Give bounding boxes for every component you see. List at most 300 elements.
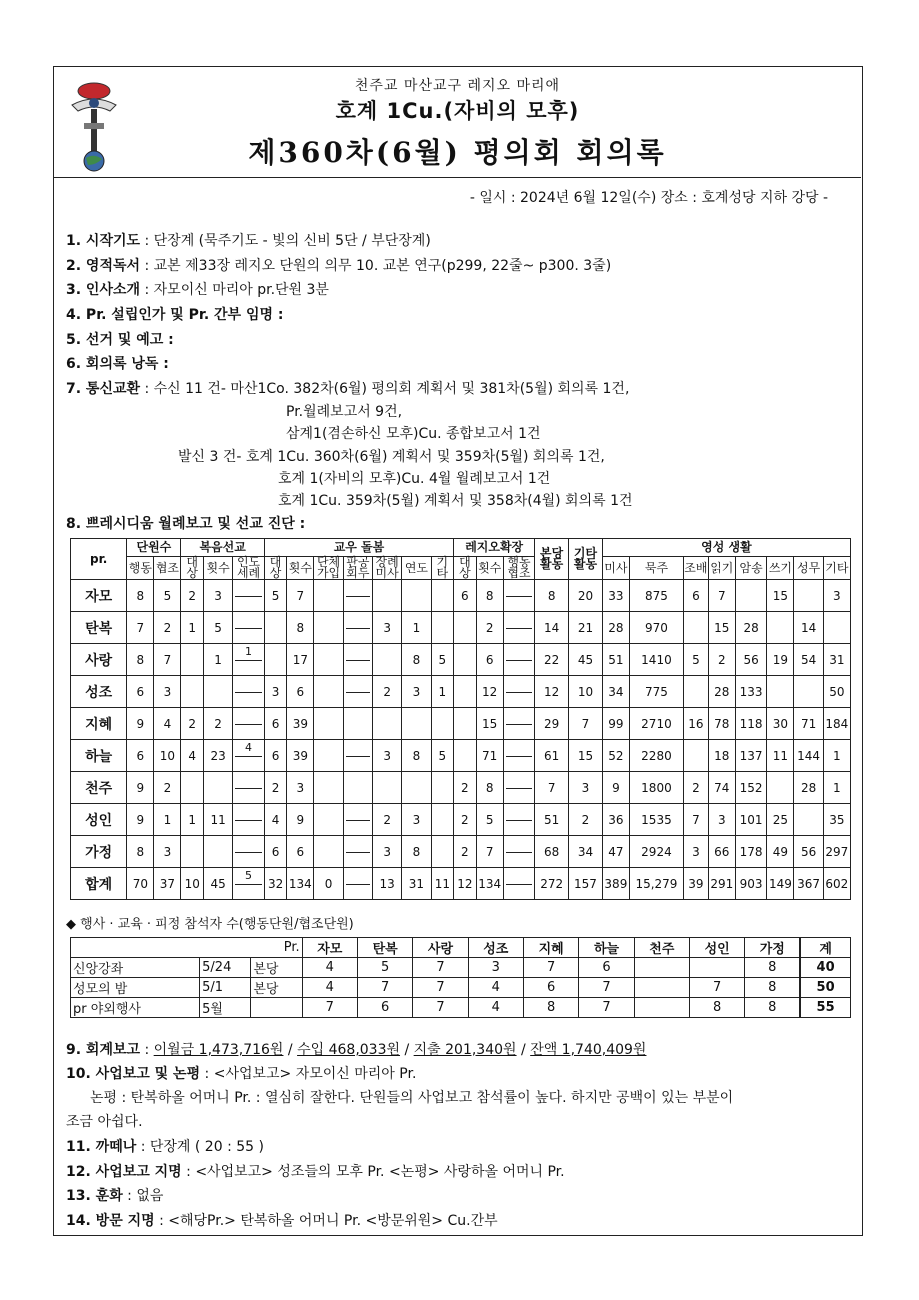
table-cell	[233, 836, 265, 868]
table-cell	[372, 644, 401, 676]
table-cell: 2	[454, 836, 477, 868]
table-cell: 133	[735, 676, 767, 708]
item-2: 2. 영적독서 : 교본 제33장 레지오 단원의 의무 10. 교본 연구(p299, 22줄~ p300. 3줄)	[66, 258, 612, 274]
table-cell	[454, 644, 477, 676]
table-cell: 28	[794, 772, 823, 804]
table-cell: 12	[454, 868, 477, 900]
table-cell	[314, 676, 343, 708]
meeting-date-place: - 일시 : 2024년 6월 12일(수) 장소 : 호계성당 지하 강당 -	[469, 190, 828, 206]
table-cell: 144	[794, 740, 823, 772]
table-row	[71, 836, 851, 868]
table-cell: 54	[794, 644, 823, 676]
table-cell: 9	[602, 772, 629, 804]
table-cell: 3	[402, 676, 431, 708]
table-cell	[233, 772, 265, 804]
group-evangelization: 복음선교	[181, 539, 264, 557]
subheader-cell: 기타	[431, 557, 454, 580]
table-cell: 14	[535, 612, 569, 644]
event-count: 6	[523, 978, 578, 998]
row-name: 탄복	[71, 612, 127, 644]
events-col: 자모	[302, 938, 357, 958]
table-row	[71, 740, 851, 772]
event-count: 8	[690, 998, 745, 1018]
table-cell: 2	[372, 676, 401, 708]
item-12: 12. 사업보고 지명 : <사업보고> 성조들의 모후 Pr. <논평> 사랑하올 어머니 Pr.	[66, 1164, 565, 1180]
table-cell	[264, 612, 287, 644]
subheader-cell: 성무	[794, 557, 823, 580]
table-cell	[794, 580, 823, 612]
event-count: 7	[523, 958, 578, 978]
table-cell	[233, 644, 265, 676]
table-cell: 6	[684, 580, 709, 612]
table-cell	[372, 772, 401, 804]
event-name: 성모의 밤	[71, 978, 200, 998]
report-body	[71, 580, 851, 900]
table-cell: 7	[476, 836, 503, 868]
table-cell: 25	[767, 804, 794, 836]
item-7: 7. 통신교환 : 수신 11 건- 마산1Co. 382차(6월) 평의회 계획서 및 381차(5월) 회의록 1건,	[66, 381, 630, 397]
events-col-total: 계	[800, 938, 850, 958]
table-cell	[503, 868, 535, 900]
table-cell: 3	[684, 836, 709, 868]
table-cell	[181, 644, 204, 676]
table-cell: 3	[203, 580, 232, 612]
table-row	[71, 978, 851, 998]
table-cell	[503, 644, 535, 676]
subheader-cell: 조배	[684, 557, 709, 580]
table-cell	[503, 836, 535, 868]
table-cell: 45	[203, 868, 232, 900]
table-cell	[314, 836, 343, 868]
table-cell	[503, 580, 535, 612]
table-cell	[314, 644, 343, 676]
table-cell: 2	[708, 644, 735, 676]
table-cell: 9	[127, 804, 154, 836]
subheader-cell: 장례미사	[372, 557, 401, 580]
table-cell: 15	[476, 708, 503, 740]
table-cell: 2	[181, 580, 204, 612]
table-row	[71, 644, 851, 676]
table-cell	[233, 580, 265, 612]
table-cell	[233, 708, 265, 740]
item-7-line3: 삼계1(겸손하신 모후)Cu. 종합보고서 1건	[286, 426, 541, 442]
subheader-cell: 읽기	[708, 557, 735, 580]
table-cell: 3	[372, 836, 401, 868]
table-cell: 8	[127, 580, 154, 612]
table-cell: 1	[431, 676, 454, 708]
table-cell: 291	[708, 868, 735, 900]
table-cell: 875	[629, 580, 683, 612]
table-cell: 45	[569, 644, 603, 676]
baptism-count: 5	[245, 869, 253, 882]
table-cell	[431, 836, 454, 868]
subheader-cell: 협조	[154, 557, 181, 580]
table-cell: 118	[735, 708, 767, 740]
row-name: 사랑	[71, 644, 127, 676]
table-cell: 7	[154, 644, 181, 676]
table-cell: 7	[287, 580, 314, 612]
table-cell: 28	[602, 612, 629, 644]
row-name: 합계	[71, 868, 127, 900]
events-body	[71, 958, 851, 1018]
org-name: 천주교 마산교구 레지오 마리애	[354, 78, 561, 94]
table-cell: 22	[535, 644, 569, 676]
table-cell	[794, 804, 823, 836]
table-cell: 6	[454, 580, 477, 612]
table-cell	[454, 708, 477, 740]
table-row	[71, 580, 851, 612]
table-cell: 68	[535, 836, 569, 868]
table-cell	[343, 612, 372, 644]
table-cell: 12	[535, 676, 569, 708]
item-11: 11. 까떼나 : 단장계 ( 20 : 55 )	[66, 1139, 264, 1155]
table-cell: 1535	[629, 804, 683, 836]
item-10-review: 논평 : 탄복하올 어머니 Pr. : 열심히 잘한다. 단원들의 사업보고 참석률이 높다. 하지만 공백이 있는 부분이	[90, 1090, 734, 1106]
table-cell: 2	[569, 804, 603, 836]
subheader-cell: 행동협조	[503, 557, 535, 580]
table-cell: 8	[402, 836, 431, 868]
subheader-row	[71, 557, 851, 580]
item-4: 4. Pr. 설립인가 및 Pr. 간부 임명 :	[66, 307, 284, 323]
subheader-cell: 대상	[454, 557, 477, 580]
table-cell: 39	[287, 708, 314, 740]
table-cell: 34	[569, 836, 603, 868]
table-cell	[431, 612, 454, 644]
table-cell: 3	[154, 836, 181, 868]
table-cell: 4	[181, 740, 204, 772]
table-cell: 8	[287, 612, 314, 644]
table-cell: 78	[708, 708, 735, 740]
table-cell: 47	[602, 836, 629, 868]
row-name: 천주	[71, 772, 127, 804]
table-cell: 5	[684, 644, 709, 676]
table-row	[71, 958, 851, 978]
header-pr: pr.	[71, 539, 127, 580]
table-cell: 36	[602, 804, 629, 836]
events-heading: ◆ 행사 · 교육 · 피정 참석자 수(행동단원/협조단원)	[66, 917, 354, 932]
item-14: 14. 방문 지명 : <해당Pr.> 탄복하올 어머니 Pr. <방문위원> Cu.간부	[66, 1213, 498, 1229]
baptism-count: 1	[245, 645, 253, 658]
table-cell	[431, 804, 454, 836]
table-cell	[402, 580, 431, 612]
table-cell: 1	[203, 644, 232, 676]
table-cell	[431, 708, 454, 740]
subheader-cell: 횟수	[476, 557, 503, 580]
table-cell: 1410	[629, 644, 683, 676]
event-date: 5/24	[200, 958, 251, 978]
table-cell: 2	[264, 772, 287, 804]
table-cell: 9	[127, 772, 154, 804]
table-cell: 3	[264, 676, 287, 708]
table-cell: 2	[454, 804, 477, 836]
table-cell: 5	[431, 644, 454, 676]
table-cell: 61	[535, 740, 569, 772]
table-cell: 1	[823, 740, 850, 772]
table-cell: 367	[794, 868, 823, 900]
table-row	[71, 998, 851, 1018]
item-10: 10. 사업보고 및 논평 : <사업보고> 자모이신 마리아 Pr.	[66, 1066, 417, 1082]
table-cell: 6	[264, 836, 287, 868]
table-cell: 2924	[629, 836, 683, 868]
table-cell: 4	[154, 708, 181, 740]
subheader-cell: 연도	[402, 557, 431, 580]
table-cell: 134	[476, 868, 503, 900]
events-col: 탄복	[357, 938, 412, 958]
table-cell: 2	[476, 612, 503, 644]
monthly-report-table	[70, 538, 851, 900]
table-cell: 178	[735, 836, 767, 868]
table-cell	[431, 580, 454, 612]
table-cell: 8	[402, 644, 431, 676]
table-cell: 66	[708, 836, 735, 868]
table-cell: 137	[735, 740, 767, 772]
table-cell: 9	[127, 708, 154, 740]
table-cell	[343, 676, 372, 708]
table-cell	[233, 804, 265, 836]
table-cell: 1800	[629, 772, 683, 804]
row-name: 성인	[71, 804, 127, 836]
table-cell: 152	[735, 772, 767, 804]
table-cell: 3	[708, 804, 735, 836]
subheader-cell: 인도세례	[233, 557, 265, 580]
subheader-cell: 묵주	[629, 557, 683, 580]
table-cell	[454, 676, 477, 708]
item-6: 6. 회의록 낭독 :	[66, 356, 169, 372]
event-name: pr 야외행사	[71, 998, 200, 1018]
table-cell: 2	[372, 804, 401, 836]
table-cell: 6	[127, 676, 154, 708]
table-cell: 3	[402, 804, 431, 836]
table-cell: 389	[602, 868, 629, 900]
event-count: 4	[302, 978, 357, 998]
table-cell: 1	[181, 612, 204, 644]
table-cell: 71	[794, 708, 823, 740]
table-cell: 1	[154, 804, 181, 836]
table-cell: 28	[708, 676, 735, 708]
table-cell	[823, 612, 850, 644]
table-cell: 99	[602, 708, 629, 740]
table-cell: 6	[287, 836, 314, 868]
item-1: 1. 시작기도 : 단장계 (묵주기도 - 빛의 신비 5단 / 부단장계)	[66, 233, 431, 249]
event-count: 4	[468, 998, 523, 1018]
table-cell: 6	[264, 708, 287, 740]
table-cell: 8	[127, 836, 154, 868]
group-care: 교우 돌봄	[264, 539, 453, 557]
events-col: 성인	[690, 938, 745, 958]
table-cell: 2	[684, 772, 709, 804]
table-cell	[314, 772, 343, 804]
table-cell: 5	[154, 580, 181, 612]
table-row	[71, 612, 851, 644]
table-cell	[503, 772, 535, 804]
table-cell: 1	[181, 804, 204, 836]
table-cell: 11	[431, 868, 454, 900]
item-7-line6: 호계 1Cu. 359차(5월) 계획서 및 358차(4월) 회의록 1건	[278, 493, 633, 509]
table-cell: 149	[767, 868, 794, 900]
table-cell: 3	[154, 676, 181, 708]
table-cell: 51	[602, 644, 629, 676]
table-cell: 2	[454, 772, 477, 804]
table-row	[71, 804, 851, 836]
table-cell: 0	[314, 868, 343, 900]
table-row	[71, 868, 851, 900]
table-cell: 8	[476, 772, 503, 804]
table-cell	[343, 740, 372, 772]
table-cell	[372, 580, 401, 612]
events-col: 가정	[745, 938, 800, 958]
events-col: 천주	[634, 938, 689, 958]
table-cell: 8	[127, 644, 154, 676]
table-cell	[233, 740, 265, 772]
subheader-cell: 암송	[735, 557, 767, 580]
table-cell: 602	[823, 868, 850, 900]
table-cell	[343, 868, 372, 900]
table-cell: 50	[823, 676, 850, 708]
table-cell: 2	[154, 772, 181, 804]
subheader-cell: 쓰기	[767, 557, 794, 580]
table-cell	[314, 804, 343, 836]
table-cell: 2	[154, 612, 181, 644]
curia-name: 호계 1Cu.(자비의 모후)	[335, 99, 580, 123]
table-cell: 7	[708, 580, 735, 612]
table-cell	[767, 676, 794, 708]
table-cell	[503, 740, 535, 772]
row-name: 자모	[71, 580, 127, 612]
subheader-cell: 횟수	[203, 557, 232, 580]
table-cell: 101	[735, 804, 767, 836]
table-row	[71, 676, 851, 708]
table-cell: 32	[264, 868, 287, 900]
table-cell: 18	[708, 740, 735, 772]
table-cell: 71	[476, 740, 503, 772]
table-cell: 5	[264, 580, 287, 612]
table-cell: 56	[794, 836, 823, 868]
event-date: 5/1	[200, 978, 251, 998]
table-cell: 15	[569, 740, 603, 772]
table-cell: 14	[794, 612, 823, 644]
table-cell	[343, 804, 372, 836]
table-cell	[684, 740, 709, 772]
table-cell: 11	[203, 804, 232, 836]
table-cell: 5	[203, 612, 232, 644]
event-count: 5	[357, 958, 412, 978]
table-cell	[233, 676, 265, 708]
table-cell: 6	[264, 740, 287, 772]
table-cell	[203, 772, 232, 804]
document-header	[54, 67, 861, 178]
event-count: 6	[357, 998, 412, 1018]
event-count: 8	[745, 998, 800, 1018]
event-count: 8	[745, 978, 800, 998]
table-cell	[233, 612, 265, 644]
table-row	[71, 772, 851, 804]
table-cell	[372, 708, 401, 740]
table-cell	[203, 676, 232, 708]
row-name: 지혜	[71, 708, 127, 740]
event-place: 본당	[251, 978, 302, 998]
events-pr-label: Pr.	[71, 938, 303, 958]
event-count: 7	[579, 998, 634, 1018]
row-name: 하늘	[71, 740, 127, 772]
table-cell: 10	[181, 868, 204, 900]
table-cell: 35	[823, 804, 850, 836]
page-title: 제360차(6월) 평의회 회의록	[248, 136, 667, 169]
event-date: 5월	[200, 998, 251, 1018]
event-count: 4	[468, 978, 523, 998]
table-cell	[503, 612, 535, 644]
group-parish: 본당활동	[535, 539, 569, 580]
table-cell	[343, 708, 372, 740]
table-cell: 2	[181, 708, 204, 740]
table-cell: 1	[402, 612, 431, 644]
table-cell	[343, 644, 372, 676]
table-cell: 31	[402, 868, 431, 900]
table-cell: 10	[569, 676, 603, 708]
table-cell: 2710	[629, 708, 683, 740]
subheader-cell: 행동	[127, 557, 154, 580]
table-cell: 775	[629, 676, 683, 708]
table-cell	[794, 676, 823, 708]
table-cell	[314, 612, 343, 644]
events-table	[70, 937, 851, 1018]
table-cell	[503, 676, 535, 708]
event-total: 50	[800, 978, 850, 998]
table-cell: 6	[287, 676, 314, 708]
row-name: 가정	[71, 836, 127, 868]
table-cell: 7	[535, 772, 569, 804]
table-cell: 3	[372, 740, 401, 772]
event-count: 7	[413, 978, 468, 998]
table-cell: 2	[203, 708, 232, 740]
event-count: 7	[302, 998, 357, 1018]
item-13: 13. 훈화 : 없음	[66, 1188, 164, 1204]
subheader-cell: 대상	[181, 557, 204, 580]
table-cell: 49	[767, 836, 794, 868]
table-row	[71, 708, 851, 740]
table-cell: 21	[569, 612, 603, 644]
event-name: 신앙강좌	[71, 958, 200, 978]
table-cell: 20	[569, 580, 603, 612]
table-cell	[343, 836, 372, 868]
event-count	[634, 978, 689, 998]
table-cell: 34	[602, 676, 629, 708]
table-cell: 5	[476, 804, 503, 836]
group-spiritual: 영성 생활	[602, 539, 850, 557]
event-count: 7	[357, 978, 412, 998]
event-count: 7	[413, 998, 468, 1018]
table-cell: 39	[287, 740, 314, 772]
table-cell: 272	[535, 868, 569, 900]
table-cell: 10	[154, 740, 181, 772]
table-cell: 56	[735, 644, 767, 676]
table-cell	[181, 676, 204, 708]
table-cell	[314, 580, 343, 612]
event-count: 6	[579, 958, 634, 978]
table-cell: 15	[767, 580, 794, 612]
table-cell: 15	[708, 612, 735, 644]
subheader-cell: 기타	[823, 557, 850, 580]
baptism-count: 4	[245, 741, 253, 754]
table-cell: 7	[569, 708, 603, 740]
table-cell: 31	[823, 644, 850, 676]
table-cell	[264, 644, 287, 676]
item-3: 3. 인사소개 : 자모이신 마리아 pr.단원 3분	[66, 282, 329, 298]
event-count: 4	[302, 958, 357, 978]
table-cell	[684, 612, 709, 644]
table-cell	[684, 676, 709, 708]
item-7-line2: Pr.월례보고서 9건,	[286, 404, 403, 420]
table-cell: 9	[287, 804, 314, 836]
